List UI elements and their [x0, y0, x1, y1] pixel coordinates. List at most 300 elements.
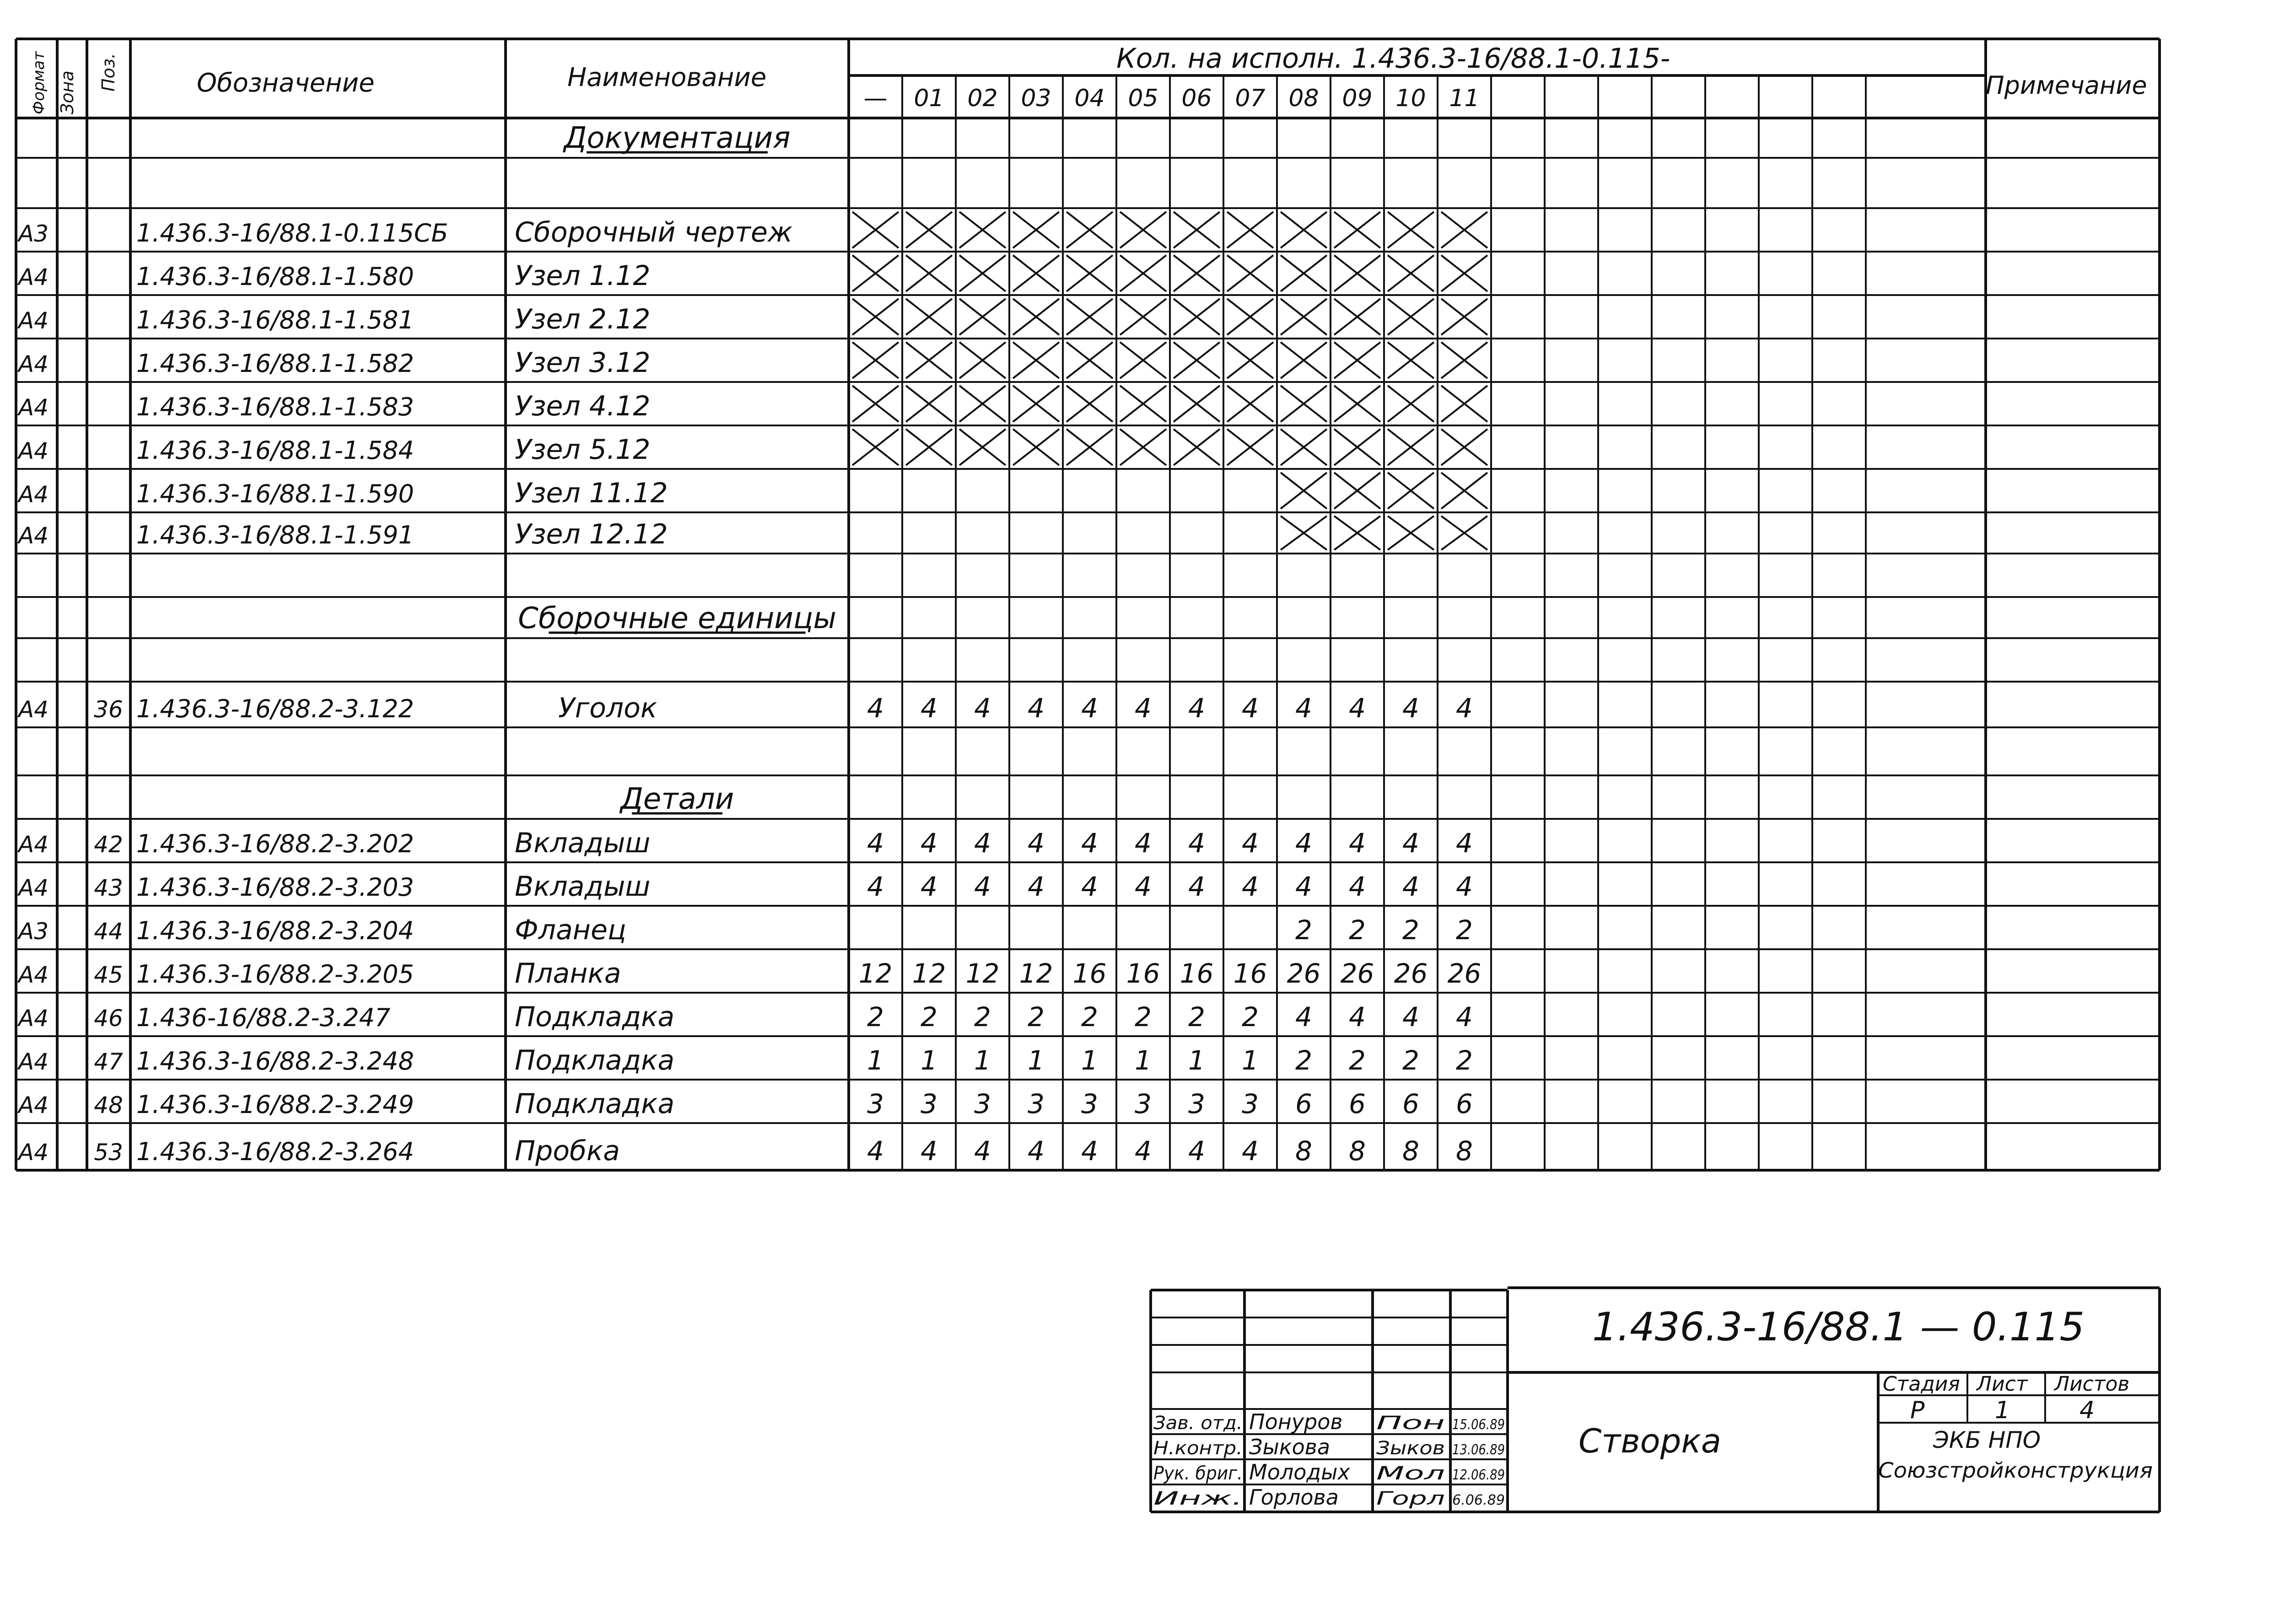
cell-pos: 53: [94, 1139, 123, 1166]
table-body: [17, 121, 1487, 1167]
cross-mark: [959, 299, 1006, 335]
cross-mark: [1227, 255, 1273, 291]
cell-name: Пробка: [515, 1135, 620, 1167]
cross-mark: [959, 429, 1006, 465]
signature-role: Зав. отд.: [1153, 1413, 1243, 1434]
variant-header: 01: [914, 85, 944, 112]
qty-cell: 3: [1028, 1088, 1045, 1119]
cross-mark: [1174, 429, 1220, 465]
signature-date: 13.06.89: [1452, 1442, 1505, 1458]
cell-name: Узел 2.12: [515, 303, 651, 335]
table-row: [17, 473, 1487, 509]
cell-format: A4: [18, 1005, 49, 1032]
cell-format: A4: [18, 831, 49, 858]
doc-number: 1.436.3-16/88.1 — 0.115: [1592, 1304, 2085, 1350]
qty-cell: 6: [1295, 1088, 1312, 1119]
sheet-value: 1: [1995, 1397, 2010, 1424]
cross-mark: [959, 255, 1006, 291]
qty-cell: 16: [1072, 958, 1107, 989]
qty-cell: 2: [1295, 914, 1312, 946]
variant-header: 02: [967, 85, 998, 112]
cross-mark: [1441, 299, 1487, 335]
cross-mark: [1120, 299, 1166, 335]
header-designation: Обозначение: [197, 68, 375, 98]
qty-cell: 4: [974, 828, 991, 859]
cross-mark: [1067, 386, 1113, 422]
qty-cell: 4: [1349, 693, 1366, 724]
cell-format: A4: [18, 264, 49, 290]
cross-mark: [1174, 386, 1220, 422]
qty-cell: 4: [1135, 871, 1152, 902]
qty-cell: 4: [921, 871, 937, 902]
cross-mark: [852, 342, 899, 378]
table-row: [17, 429, 1487, 466]
qty-cell: 2: [974, 1001, 991, 1032]
cross-mark: [1067, 212, 1113, 248]
qty-cell: 4: [1188, 828, 1205, 859]
cell-designation: 1.436.3-16/88.1-1.584: [136, 436, 414, 465]
cross-mark: [1281, 299, 1327, 335]
cell-format: A4: [18, 522, 49, 549]
cross-mark: [1388, 255, 1434, 291]
cell-designation: 1.436.3-16/88.2-3.248: [136, 1047, 414, 1075]
qty-cell: 4: [1028, 828, 1045, 859]
signature-row: [1153, 1409, 1505, 1434]
cell-designation: 1.436-16/88.2-3.247: [136, 1003, 391, 1032]
table-row: [17, 914, 1473, 946]
cell-format: A4: [18, 1092, 49, 1119]
cell-format: A4: [18, 962, 49, 988]
cell-designation: 1.436.3-16/88.2-3.249: [136, 1090, 414, 1119]
table-row: [17, 957, 1481, 989]
qty-cell: 4: [1456, 1001, 1473, 1032]
qty-cell: 1: [1081, 1045, 1098, 1076]
qty-cell: 2: [1135, 1001, 1152, 1032]
qty-cell: 4: [1135, 693, 1152, 724]
qty-cell: 3: [867, 1088, 884, 1119]
qty-cell: 3: [1135, 1088, 1152, 1119]
cell-format: A4: [18, 394, 49, 421]
sheets-label: Листов: [2054, 1372, 2130, 1396]
qty-cell: 4: [1188, 871, 1205, 902]
cross-mark: [1441, 473, 1487, 509]
qty-cell: 2: [1402, 914, 1419, 946]
cross-mark: [1441, 516, 1487, 550]
qty-cell: 4: [1188, 1135, 1205, 1167]
cell-designation: 1.436.3-16/88.1-1.591: [136, 521, 414, 549]
qty-cell: 4: [1349, 828, 1366, 859]
qty-cell: 2: [1456, 914, 1473, 946]
signature-role: Н.контр.: [1153, 1438, 1243, 1459]
signature-row: [1153, 1435, 1505, 1459]
cross-mark: [1334, 516, 1380, 550]
qty-cell: 4: [1081, 828, 1098, 859]
table-row: [17, 386, 1487, 422]
cross-mark: [1441, 342, 1487, 378]
cell-pos: 47: [94, 1049, 123, 1075]
cross-mark: [852, 386, 899, 422]
cross-mark: [1334, 386, 1380, 422]
cross-mark: [1334, 255, 1380, 291]
qty-cell: 26: [1287, 958, 1321, 989]
cross-mark: [1281, 386, 1327, 422]
cell-designation: 1.436.3-16/88.1-1.581: [136, 306, 414, 334]
qty-cell: 4: [1295, 828, 1312, 859]
qty-cell: 8: [1456, 1135, 1473, 1167]
qty-cell: 4: [1242, 871, 1259, 902]
cross-mark: [1334, 429, 1380, 465]
cell-designation: 1.436.3-16/88.1-1.580: [136, 262, 414, 291]
qty-cell: 4: [1081, 1135, 1098, 1167]
signature-role: Инж.: [1153, 1488, 1243, 1509]
header-qty-title: Кол. на исполн. 1.436.3-16/88.1-0.115-: [1116, 43, 1670, 75]
qty-cell: 3: [974, 1088, 991, 1119]
qty-cell: 6: [1402, 1088, 1419, 1119]
header-format: Формат: [30, 51, 48, 114]
org-line-1: ЭКБ НПО: [1933, 1427, 2041, 1453]
table-row: [17, 1001, 1473, 1033]
cross-mark: [1174, 342, 1220, 378]
cross-mark: [1227, 386, 1273, 422]
cross-mark: [1013, 429, 1059, 465]
cell-name: Вкладыш: [515, 871, 651, 903]
qty-cell: 3: [1081, 1088, 1098, 1119]
variant-header: 10: [1395, 85, 1426, 112]
cross-mark: [1334, 212, 1380, 248]
table-row: [17, 1044, 1473, 1076]
section-row: [619, 782, 734, 816]
header-zone: Зона: [57, 70, 77, 114]
cell-designation: 1.436.3-16/88.2-3.122: [136, 694, 414, 723]
cross-mark: [1388, 212, 1434, 248]
cross-mark: [1174, 212, 1220, 248]
signature-date: 12.06.89: [1452, 1467, 1505, 1483]
qty-cell: 4: [1188, 693, 1205, 724]
qty-cell: 26: [1447, 958, 1481, 989]
cell-format: A4: [18, 1139, 49, 1166]
cell-name: Узел 4.12: [515, 390, 651, 422]
cell-name: Узел 11.12: [515, 477, 668, 509]
variant-header: 11: [1449, 85, 1480, 112]
variant-header: 04: [1074, 85, 1105, 112]
cross-mark: [1388, 342, 1434, 378]
cell-name: Планка: [515, 957, 621, 989]
cross-mark: [1281, 255, 1327, 291]
header-name: Наименование: [567, 63, 767, 92]
variant-header: 08: [1288, 85, 1319, 112]
cross-mark: [1281, 516, 1327, 550]
cross-mark: [906, 429, 952, 465]
qty-cell: 4: [1135, 1135, 1152, 1167]
cross-mark: [852, 212, 899, 248]
qty-cell: 4: [1402, 828, 1419, 859]
qty-cell: 4: [1295, 693, 1312, 724]
cell-format: A4: [18, 875, 49, 901]
cell-format: A4: [18, 696, 49, 723]
qty-cell: 4: [1295, 1001, 1312, 1032]
qty-cell: 4: [1456, 828, 1473, 859]
qty-cell: 4: [1081, 871, 1098, 902]
stage-label: Стадия: [1883, 1372, 1960, 1396]
signature-name: Понуров: [1249, 1409, 1343, 1434]
header-pos: Поз.: [98, 53, 119, 91]
cross-mark: [1013, 212, 1059, 248]
cross-mark: [1227, 342, 1273, 378]
cell-pos: 46: [94, 1005, 123, 1032]
qty-cell: 4: [1402, 693, 1419, 724]
qty-cell: 12: [1019, 958, 1053, 989]
cross-mark: [1120, 386, 1166, 422]
qty-cell: 1: [974, 1045, 991, 1076]
cell-designation: 1.436.3-16/88.1-1.590: [136, 479, 414, 508]
cross-mark: [1334, 299, 1380, 335]
cross-mark: [906, 299, 952, 335]
qty-cell: 4: [867, 693, 884, 724]
qty-cell: 3: [1188, 1088, 1205, 1119]
cross-mark: [1281, 473, 1327, 509]
signature-row: [1153, 1485, 1505, 1510]
cell-format: A3: [18, 918, 49, 945]
qty-cell: 12: [965, 958, 1000, 989]
table-row: [17, 692, 1473, 724]
cross-mark: [1120, 255, 1166, 291]
signature-mark: Пон: [1376, 1413, 1445, 1434]
qty-cell: 4: [1402, 871, 1419, 902]
qty-cell: 4: [1081, 693, 1098, 724]
cell-name: Подкладка: [515, 1088, 675, 1120]
stage-value: Р: [1910, 1397, 1925, 1424]
cross-mark: [1334, 342, 1380, 378]
cell-format: A3: [18, 220, 49, 247]
qty-cell: 4: [974, 693, 991, 724]
cross-mark: [1334, 473, 1380, 509]
qty-cell: 6: [1349, 1088, 1366, 1119]
cross-mark: [1441, 429, 1487, 465]
cross-mark: [1227, 299, 1273, 335]
qty-cell: 4: [1028, 1135, 1045, 1167]
cell-designation: 1.436.3-16/88.2-3.203: [136, 873, 414, 902]
cross-mark: [852, 429, 899, 465]
cell-pos: 42: [94, 831, 123, 858]
signature-role: Рук. бриг.: [1153, 1463, 1243, 1484]
qty-cell: 8: [1349, 1135, 1366, 1167]
qty-cell: 12: [858, 958, 893, 989]
qty-cell: 1: [1188, 1045, 1205, 1076]
cross-mark: [1120, 342, 1166, 378]
cell-designation: 1.436.3-16/88.1-1.582: [136, 349, 414, 378]
qty-cell: 4: [974, 1135, 991, 1167]
section-title: Сборочные единицы: [518, 602, 836, 635]
qty-cell: 1: [921, 1045, 937, 1076]
cross-mark: [1013, 342, 1059, 378]
cell-name: Узел 3.12: [515, 347, 651, 379]
table-row: [17, 299, 1487, 335]
cell-name: Узел 12.12: [515, 518, 668, 550]
qty-cell: 2: [1349, 914, 1366, 946]
variant-header: 05: [1128, 85, 1158, 112]
cross-mark: [1067, 299, 1113, 335]
qty-cell: 4: [1028, 871, 1045, 902]
qty-cell: 2: [1028, 1001, 1045, 1032]
signature-date: 15.06.89: [1452, 1417, 1505, 1433]
cross-mark: [1174, 255, 1220, 291]
cross-mark: [1281, 342, 1327, 378]
qty-cell: 4: [1349, 871, 1366, 902]
cross-mark: [1013, 299, 1059, 335]
signature-row: [1153, 1460, 1505, 1484]
qty-cell: 1: [1028, 1045, 1045, 1076]
cross-mark: [1067, 255, 1113, 291]
qty-cell: 2: [921, 1001, 937, 1032]
variant-header: 07: [1235, 85, 1266, 112]
cell-name: Узел 5.12: [515, 434, 651, 466]
section-title: Документация: [564, 121, 791, 155]
cross-mark: [1388, 386, 1434, 422]
drawing-title: Створка: [1578, 1422, 1722, 1460]
cross-mark: [906, 212, 952, 248]
cell-pos: 45: [94, 962, 123, 988]
cross-mark: [852, 299, 899, 335]
cross-mark: [852, 255, 899, 291]
cell-format: A4: [18, 1049, 49, 1075]
qty-cell: 2: [1295, 1045, 1312, 1076]
cross-mark: [906, 342, 952, 378]
cell-name: Подкладка: [515, 1044, 675, 1076]
signature-name: Молодых: [1249, 1460, 1350, 1484]
qty-cell: 4: [921, 693, 937, 724]
cell-format: A4: [18, 351, 49, 377]
cross-mark: [1174, 299, 1220, 335]
cross-mark: [1013, 255, 1059, 291]
cell-designation: 1.436.3-16/88.1-1.583: [136, 393, 414, 421]
qty-cell: 4: [921, 1135, 937, 1167]
signature-mark: Зыков: [1376, 1438, 1445, 1459]
sheet-label: Лист: [1977, 1372, 2028, 1396]
cross-mark: [1281, 212, 1327, 248]
cross-mark: [1281, 429, 1327, 465]
qty-cell: 4: [1295, 871, 1312, 902]
table-row: [17, 871, 1473, 903]
cross-mark: [1067, 342, 1113, 378]
qty-cell: 4: [1402, 1001, 1419, 1032]
qty-cell: 3: [1242, 1088, 1259, 1119]
cross-mark: [1388, 516, 1434, 550]
cross-mark: [959, 342, 1006, 378]
qty-cell: 2: [867, 1001, 884, 1032]
cross-mark: [1441, 386, 1487, 422]
table-row: [17, 516, 1487, 550]
qty-cell: 2: [1242, 1001, 1259, 1032]
cell-designation: 1.436.3-16/88.2-3.202: [136, 829, 414, 858]
cross-mark: [1388, 429, 1434, 465]
table-row: [17, 1135, 1473, 1167]
qty-cell: 2: [1188, 1001, 1205, 1032]
qty-cell: 2: [1456, 1045, 1473, 1076]
qty-cell: 8: [1402, 1135, 1419, 1167]
cross-mark: [1227, 429, 1273, 465]
qty-cell: 2: [1081, 1001, 1098, 1032]
variant-header: 06: [1181, 85, 1212, 112]
org-line-2: Союзстройконструкция: [1878, 1458, 2153, 1483]
qty-cell: 4: [867, 1135, 884, 1167]
qty-cell: 4: [867, 828, 884, 859]
cross-mark: [1013, 386, 1059, 422]
cross-mark: [1441, 212, 1487, 248]
cross-mark: [959, 386, 1006, 422]
qty-cell: 6: [1456, 1088, 1473, 1119]
cell-pos: 48: [94, 1092, 123, 1119]
cross-mark: [1388, 473, 1434, 509]
cross-mark: [1227, 212, 1273, 248]
cross-mark: [1441, 255, 1487, 291]
qty-cell: 4: [1242, 693, 1259, 724]
signature-name: Горлова: [1249, 1485, 1339, 1510]
cross-mark: [906, 386, 952, 422]
section-title: Детали: [620, 782, 734, 816]
qty-cell: 2: [1402, 1045, 1419, 1076]
cell-name: Фланец: [515, 914, 626, 946]
table-row: [17, 827, 1473, 859]
cell-format: A4: [18, 307, 49, 334]
qty-cell: 4: [1456, 871, 1473, 902]
variant-header: 03: [1021, 85, 1051, 112]
signature-mark: Мол: [1376, 1463, 1445, 1484]
qty-cell: 16: [1233, 958, 1267, 989]
qty-cell: 1: [1242, 1045, 1259, 1076]
qty-cell: 4: [867, 871, 884, 902]
table-row: [17, 1088, 1473, 1120]
qty-cell: 26: [1394, 958, 1428, 989]
cell-name: Уголок: [558, 692, 657, 724]
cell-pos: 43: [94, 875, 123, 901]
qty-cell: 4: [921, 828, 937, 859]
qty-cell: 1: [1135, 1045, 1152, 1076]
cell-name: Узел 1.12: [515, 260, 651, 292]
section-row: [518, 602, 836, 635]
cross-mark: [906, 255, 952, 291]
qty-cell: 26: [1340, 958, 1374, 989]
title-block: [1578, 1304, 2153, 1483]
qty-cell: 2: [1349, 1045, 1366, 1076]
cross-mark: [959, 212, 1006, 248]
cell-name: Вкладыш: [515, 827, 651, 859]
qty-cell: 8: [1295, 1135, 1312, 1167]
qty-cell: 4: [1242, 828, 1259, 859]
variant-header: —: [863, 85, 888, 112]
cell-pos: 44: [94, 918, 123, 945]
cell-designation: 1.436.3-16/88.2-3.264: [136, 1137, 414, 1166]
qty-cell: 4: [1028, 693, 1045, 724]
cross-mark: [1120, 429, 1166, 465]
section-row: [562, 121, 790, 155]
cell-designation: 1.436.3-16/88.2-3.204: [136, 916, 414, 945]
cell-name: Сборочный чертеж: [515, 216, 792, 248]
cell-designation: 1.436.3-16/88.2-3.205: [136, 960, 414, 989]
variant-header: 09: [1342, 85, 1373, 112]
cell-format: A4: [18, 438, 49, 464]
signature-mark: Горл: [1376, 1488, 1445, 1509]
qty-cell: 4: [1242, 1135, 1259, 1167]
qty-cell: 1: [867, 1045, 884, 1076]
qty-cell: 12: [912, 958, 946, 989]
qty-cell: 4: [1135, 828, 1152, 859]
qty-cell: 4: [1456, 693, 1473, 724]
qty-cell: 16: [1126, 958, 1160, 989]
cell-name: Подкладка: [515, 1001, 675, 1033]
cross-mark: [1120, 212, 1166, 248]
cell-designation: 1.436.3-16/88.1-0.115СБ: [136, 219, 448, 247]
cross-mark: [1388, 299, 1434, 335]
